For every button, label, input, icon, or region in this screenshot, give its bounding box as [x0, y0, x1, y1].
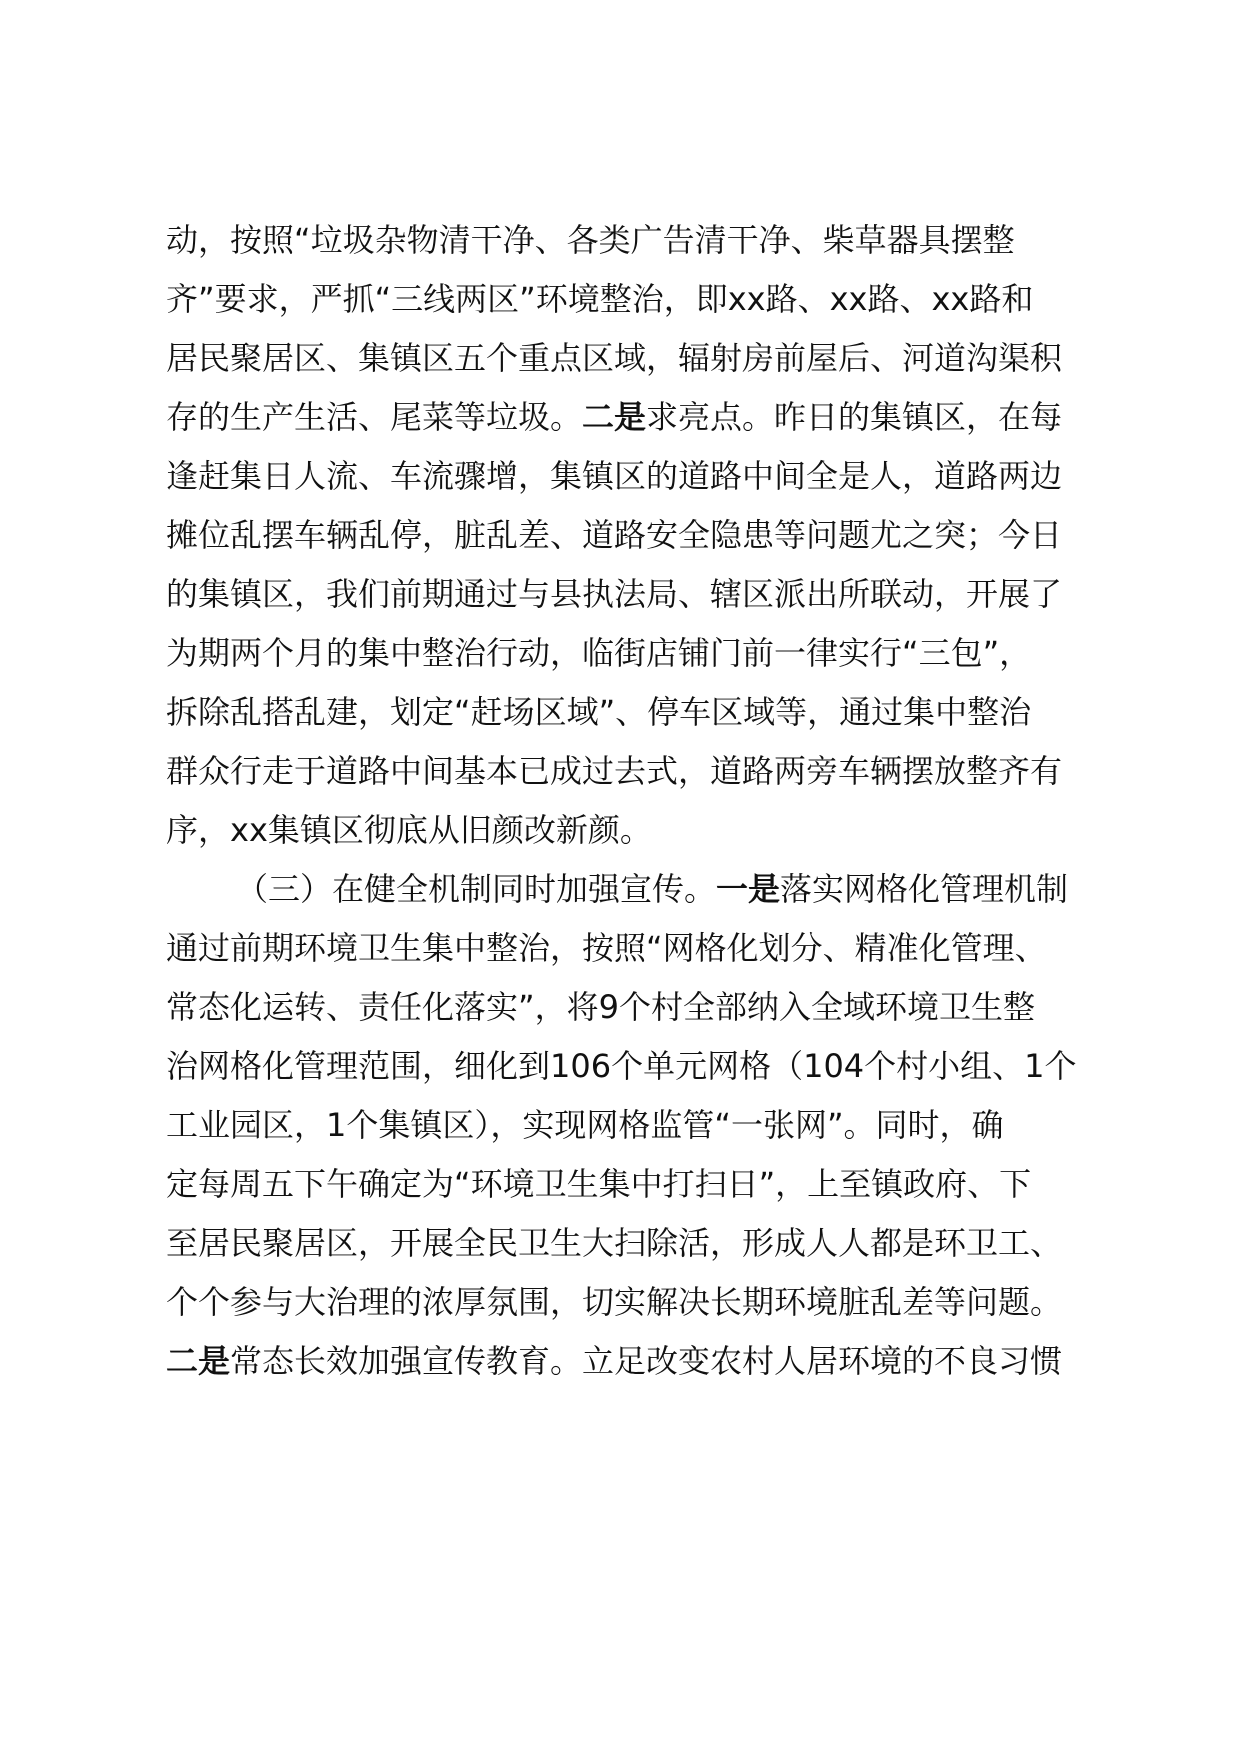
text-span: 治网格化管理范围，细化到106个单元网格（104个村小组、1个	[166, 1047, 1077, 1085]
text-line-7	[166, 562, 1062, 626]
text-line-3	[166, 326, 1062, 390]
text-span: 逢赶集日人流、车流骤增，集镇区的道路中间全是人，道路两边	[166, 457, 1063, 495]
text-line-1	[166, 208, 1015, 272]
emphasis-marker: 二是	[582, 398, 647, 436]
text-line-12	[236, 857, 1068, 921]
text-line-10	[166, 739, 1062, 803]
text-span: 至居民聚居区，开展全民卫生大扫除活，形成人人都是环卫工、	[166, 1224, 1063, 1262]
text-span: 通过前期环境卫生集中整治，按照“网格化划分、精准化管理、	[166, 929, 1047, 967]
emphasis-marker: 二是	[166, 1342, 231, 1380]
text-span: 工业园区，1个集镇区），实现网格监管“一张网”。同时，确	[166, 1106, 1004, 1144]
text-span: 定每周五下午确定为“环境卫生集中打扫日”，上至镇政府、下	[166, 1165, 1032, 1203]
text-span: 摊位乱摆车辆乱停，脏乱差、道路安全隐患等问题尤之突；今日	[166, 516, 1063, 554]
text-line-2	[166, 267, 1033, 331]
text-line-20	[166, 1329, 1062, 1393]
text-span: 居民聚居区、集镇区五个重点区域，辐射房前屋后、河道沟渠积	[166, 339, 1063, 377]
text-span: 求亮点。昨日的集镇区，在每	[646, 398, 1063, 436]
emphasis-marker: 一是	[716, 870, 781, 908]
text-line-4	[166, 385, 1062, 449]
text-span: 存的生产生活、尾菜等垃圾。	[166, 398, 583, 436]
text-span: 齐”要求，严抓“三线两区”环境整治，即xx路、xx路、xx路和	[166, 280, 1034, 318]
text-span: 动，按照“垃圾杂物清干净、各类广告清干净、柴草器具摆整	[166, 221, 1015, 259]
text-span: 落实网格化管理机制	[780, 870, 1069, 908]
text-span: 群众行走于道路中间基本已成过去式，道路两旁车辆摆放整齐有	[166, 752, 1063, 790]
text-line-11	[166, 798, 652, 862]
text-span: 的集镇区，我们前期通过与县执法局、辖区派出所联动，开展了	[166, 575, 1063, 613]
text-line-8	[166, 621, 1031, 685]
text-line-17	[166, 1152, 1031, 1216]
text-line-14	[166, 975, 1035, 1039]
text-line-15	[166, 1034, 1077, 1098]
text-line-5	[166, 444, 1062, 508]
text-line-18	[166, 1211, 1062, 1275]
section-heading: （三）在健全机制同时加强宣传。	[236, 870, 717, 908]
text-span: 常态长效加强宣传教育。立足改变农村人居环境的不良习惯	[230, 1342, 1063, 1380]
text-span: 常态化运转、责任化落实”，将9个村全部纳入全域环境卫生整	[166, 988, 1035, 1026]
text-span: 个个参与大治理的浓厚氛围，切实解决长期环境脏乱差等问题。	[166, 1283, 1063, 1321]
text-line-16	[166, 1093, 1004, 1157]
text-span: 拆除乱搭乱建，划定“赶场区域”、停车区域等，通过集中整治	[166, 693, 1032, 731]
text-line-19	[166, 1270, 1062, 1334]
text-span: 序，xx集镇区彻底从旧颜改新颜。	[166, 811, 652, 849]
text-line-9	[166, 680, 1031, 744]
text-line-13	[166, 916, 1047, 980]
text-span: 为期两个月的集中整治行动，临街店铺门前一律实行“三包”，	[166, 634, 1032, 672]
text-line-6	[166, 503, 1062, 567]
